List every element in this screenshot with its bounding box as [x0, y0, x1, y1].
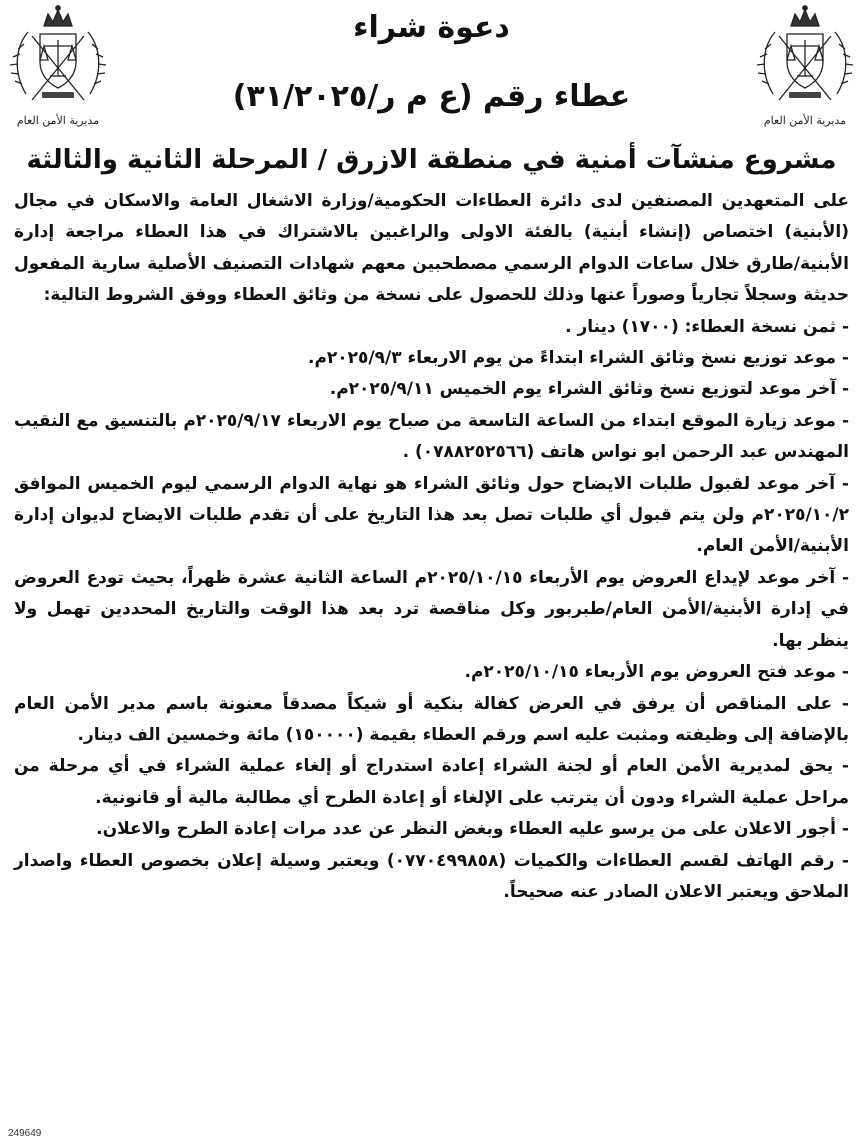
left-emblem [6, 4, 110, 136]
condition-item: - موعد توزيع نسخ وثائق الشراء ابتداءً من يوم الاربعاء ٢٠٢٥/٩/٣م. [307, 348, 849, 369]
intro-paragraph: على المتعهدين المصنفين لدى دائرة العطاءات الحكومية/وزارة الاشغال العامة والاسكان في مجال (الأبنية) اختصاص (إنشاء أبنية) بالفئة الاولى والراغبين بالاشتراك في هذا العطاء مراجعة إدارة الأبنية/طارق خلال ساعات الدوام الرسمي مصطحبين معهم شهادات التصنيف الأصلية سارية المفعول حديثة وسجلاً تجارياً وصوراً عنها وذلك للحصول على نسخة من وثائق العطاء ووفق الشروط التالية: [14, 191, 849, 306]
condition-item: - موعد زيارة الموقع ابتداء من الساعة التاسعة من صباح يوم الاربعاء ٢٠٢٥/٩/١٧م بالتنسيق مع النقيب المهندس عبد الرحمن ابو نواس هاتف (٠٧٨٨٢٥٢٥٦٦) . [14, 410, 849, 463]
condition-item: - يحق لمديرية الأمن العام أو لجنة الشراء إعادة استدراج أو إلغاء عملية الشراء في أي مرحلة من مراحل عملية الشراء ودون أن يترتب على الإلغاء أو إعادة الطرح أي مطالبة مالية أو قانونية. [14, 756, 849, 808]
condition-item: - آخر موعد لقبول طلبات الايضاح حول وثائق الشراء هو نهاية الدوام الرسمي ليوم الخميس الموافق ٢٠٢٥/١٠/٢م ولن يتم قبول أي طلبات تصل بعد هذا التاريخ على أن تقدم طلبات الايضاح لديوان إدارة الأبنية/الأمن العام. [14, 473, 849, 557]
condition-item: - ثمن نسخة العطاء: (١٧٠٠) دينار . [565, 316, 849, 337]
condition-item: - موعد فتح العروض يوم الأربعاء ٢٠٢٥/١٠/١٥م. [464, 662, 849, 683]
project-title: مشروع منشآت أمنية في منطقة الازرق / المرحلة الثانية والثالثة [26, 145, 837, 175]
condition-item: - رقم الهاتف لقسم العطاءات والكميات (٠٧٧٠٤٩٩٨٥٨) ويعتبر وسيلة إعلان بخصوص العطاء واصدار الملاحق ويعتبر الاعلان الصادر عنه صحيحاً. [14, 850, 849, 902]
notice-body [14, 186, 849, 908]
reference-number: 249649 [8, 1128, 42, 1139]
public-security-crest-icon [6, 4, 110, 114]
condition-item: - آخر موعد لتوزيع نسخ وثائق الشراء يوم الخميس ٢٠٢٥/٩/١١م. [329, 379, 849, 400]
condition-item: - على المناقص أن يرفق في العرض كفالة بنكية أو شيكاً مصدقاً معنونة باسم مدير الأمن العام بالإضافة إلى وظيفته ومثبت عليه اسم ورقم العطاء بقيمة (١٥٠٠٠٠) مائة وخمسين الف دينار. [14, 693, 849, 745]
left-emblem-caption: مديرية الأمن العام [16, 114, 100, 127]
right-emblem [753, 4, 857, 136]
condition-item: - أجور الاعلان على من يرسو عليه العطاء وبغض النظر عن عدد مرات إعادة الطرح والاعلان. [96, 819, 849, 840]
notice-title: دعوة شراء [353, 10, 510, 45]
condition-item: - آخر موعد لإيداع العروض يوم الأربعاء ٢٠٢٥/١٠/١٥م الساعة الثانية عشرة ظهراً، بحيث تودع العروض في إدارة الأبنية/الأمن العام/طبربور وكل مناقصة ترد بعد هذا الوقت والتاريخ المحددين تهمل ولا ينظر بها. [14, 567, 849, 651]
tender-number: عطاء رقم (ع م ر/٣١/٢٠٢٥) [232, 79, 631, 114]
public-security-crest-icon [753, 4, 857, 114]
right-emblem-caption: مديرية الأمن العام [763, 114, 847, 127]
